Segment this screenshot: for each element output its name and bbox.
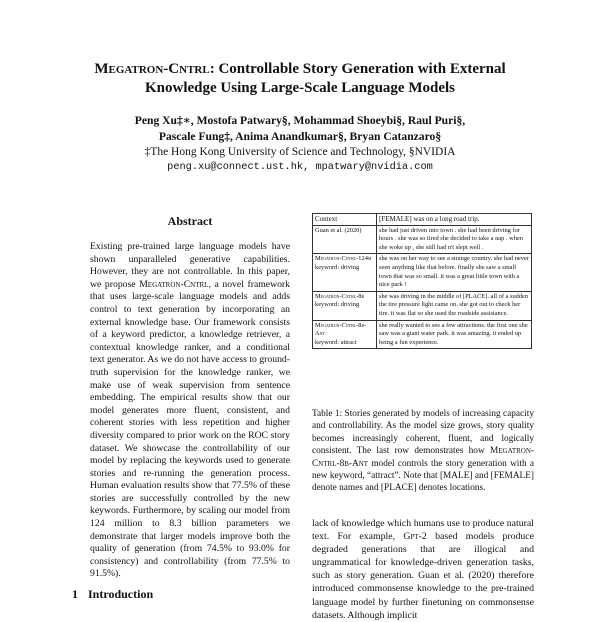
right-text-1: lack of knowledge which humans use to produce natural text. For example, — [312, 518, 534, 543]
table-cell-story: she had just driven into town . she had been driving for hours . she was so tired she decided to take a nap . when she woke up , she still had n't slept well . — [377, 225, 532, 254]
abstract-body — [90, 241, 290, 581]
table-cell-story: she was on her way to see a strange country. she had never seen anything like that before. finally she saw a small town that was so small. it was a great little town with a nice park ! — [377, 254, 532, 291]
table-cell-story: [FEMALE] was on a long road trip. — [377, 214, 532, 226]
table-cell-label: Guan et al. (2020) — [313, 225, 377, 254]
section-heading-introduction — [72, 587, 163, 602]
author-list — [0, 113, 600, 144]
paper-title — [0, 60, 600, 98]
table-cell-label: Context — [313, 214, 377, 226]
author-line-1: Peng Xu‡∗, Mostofa Patwary§, Mohammad Shoeybi§, Raul Puri§, — [134, 114, 466, 127]
table-row — [313, 320, 532, 349]
title-line-1 — [0, 60, 600, 79]
section-number: 1 — [72, 587, 78, 601]
table-row — [313, 225, 532, 254]
abstract-model-name: Megatron-Cntrl — [139, 278, 209, 290]
author-line-2: Pascale Fung‡, Anima Anandkumar§, Bryan Catanzaro§ — [158, 129, 442, 143]
caption-text-2: model controls the story generation with a new keyword, “attract”. Note that [MALE] and [FEMALE] denote names and [PLACE] denotes locations. — [312, 458, 534, 494]
caption-text-1: Table 1: Stories generated by models of increasing capacity and controllability. As the model size grows, story quality becomes increasingly coherent, fluent, and logically consistent. The last row demonstrates how — [312, 409, 534, 457]
table-cell-label: Megatron-Cntrl-8b-Ant keyword: attract — [313, 320, 377, 349]
model-name: Megatron-Cntrl: — [94, 61, 215, 77]
table-cell-story: she really wanted to see a few attractions. the first one she saw was a giant water park. it was amazing. it ended up being a fun experience. — [377, 320, 532, 349]
abstract-heading: Abstract — [167, 214, 213, 228]
table-cell-story: she was driving in the middle of [PLACE]. all of a sudden the tire pressure light came on. she got out to check her tire. it was flat so she used the roadside assistance. — [377, 291, 532, 320]
title-line-2: Knowledge Using Large-Scale Language Models — [145, 80, 455, 96]
abstract-section — [90, 214, 290, 581]
table-cell-label: Megatron-Cntrl-8b keyword: driving — [313, 291, 377, 320]
table-caption — [312, 408, 534, 495]
affiliation: ‡The Hong Kong University of Science and Technology, §NVIDIA — [144, 146, 456, 158]
right-model-name: Gpt-2 — [403, 531, 427, 543]
body-text-right — [312, 517, 534, 622]
abstract-text-1: Existing pre-trained large language models have shown unparalleled generative capabilities. However, they are not controllable. In this paper, we propose — [90, 241, 290, 290]
right-text-2: based models produce degraded generations that are illogical and ungrammatical for knowledge-driven generation tasks, such as story generation. Guan et al. (2020) therefore introduced commonsense knowledge to the pre-trained language model by further finetuning on commonsense datasets. Although implicit — [312, 531, 534, 621]
abstract-text-2: , a novel framework that uses large-scale language models and adds control to text generation by incorporating an external knowledge base. Our framework consists of a keyword predictor, a knowledge retriever, a contextual knowledge ranker, and a conditional text generator. As we do not have access to ground-truth supervision for the knowledge ranker, we make use of weak supervision from sentence embedding. The empirical results show that our model generates more fluent, consistent, and coherent stories with less repetition and higher diversity compared to prior work on the ROC story dataset. We showcase the controllability of our model by replacing the keywords used to generate stories and re-running the generation process. Human evaluation results show that 77.5% of these stories are successfully controlled by the new keywords. Furthermore, by scaling our model from 124 million to 8.3 billion parameters we demonstrate that larger models improve both the quality of generation (from 74.5% to 93.0% for consistency) and controllability (from 77.5% to 91.5%). — [90, 278, 290, 580]
caption-model-name: Megatron-Cntrl-8b-Ant — [312, 446, 534, 469]
section-title: Introduction — [88, 587, 154, 601]
table-row — [313, 291, 532, 320]
author-emails: peng.xu@connect.ust.hk, mpatwary@nvidia.com — [167, 161, 433, 173]
table-row — [313, 254, 532, 291]
story-table — [312, 213, 532, 349]
title-line-1-rest: Controllable Story Generation with External — [218, 61, 506, 77]
table-cell-label: Megatron-Cntrl-124m keyword: driving — [313, 254, 377, 291]
table-row — [313, 214, 532, 226]
